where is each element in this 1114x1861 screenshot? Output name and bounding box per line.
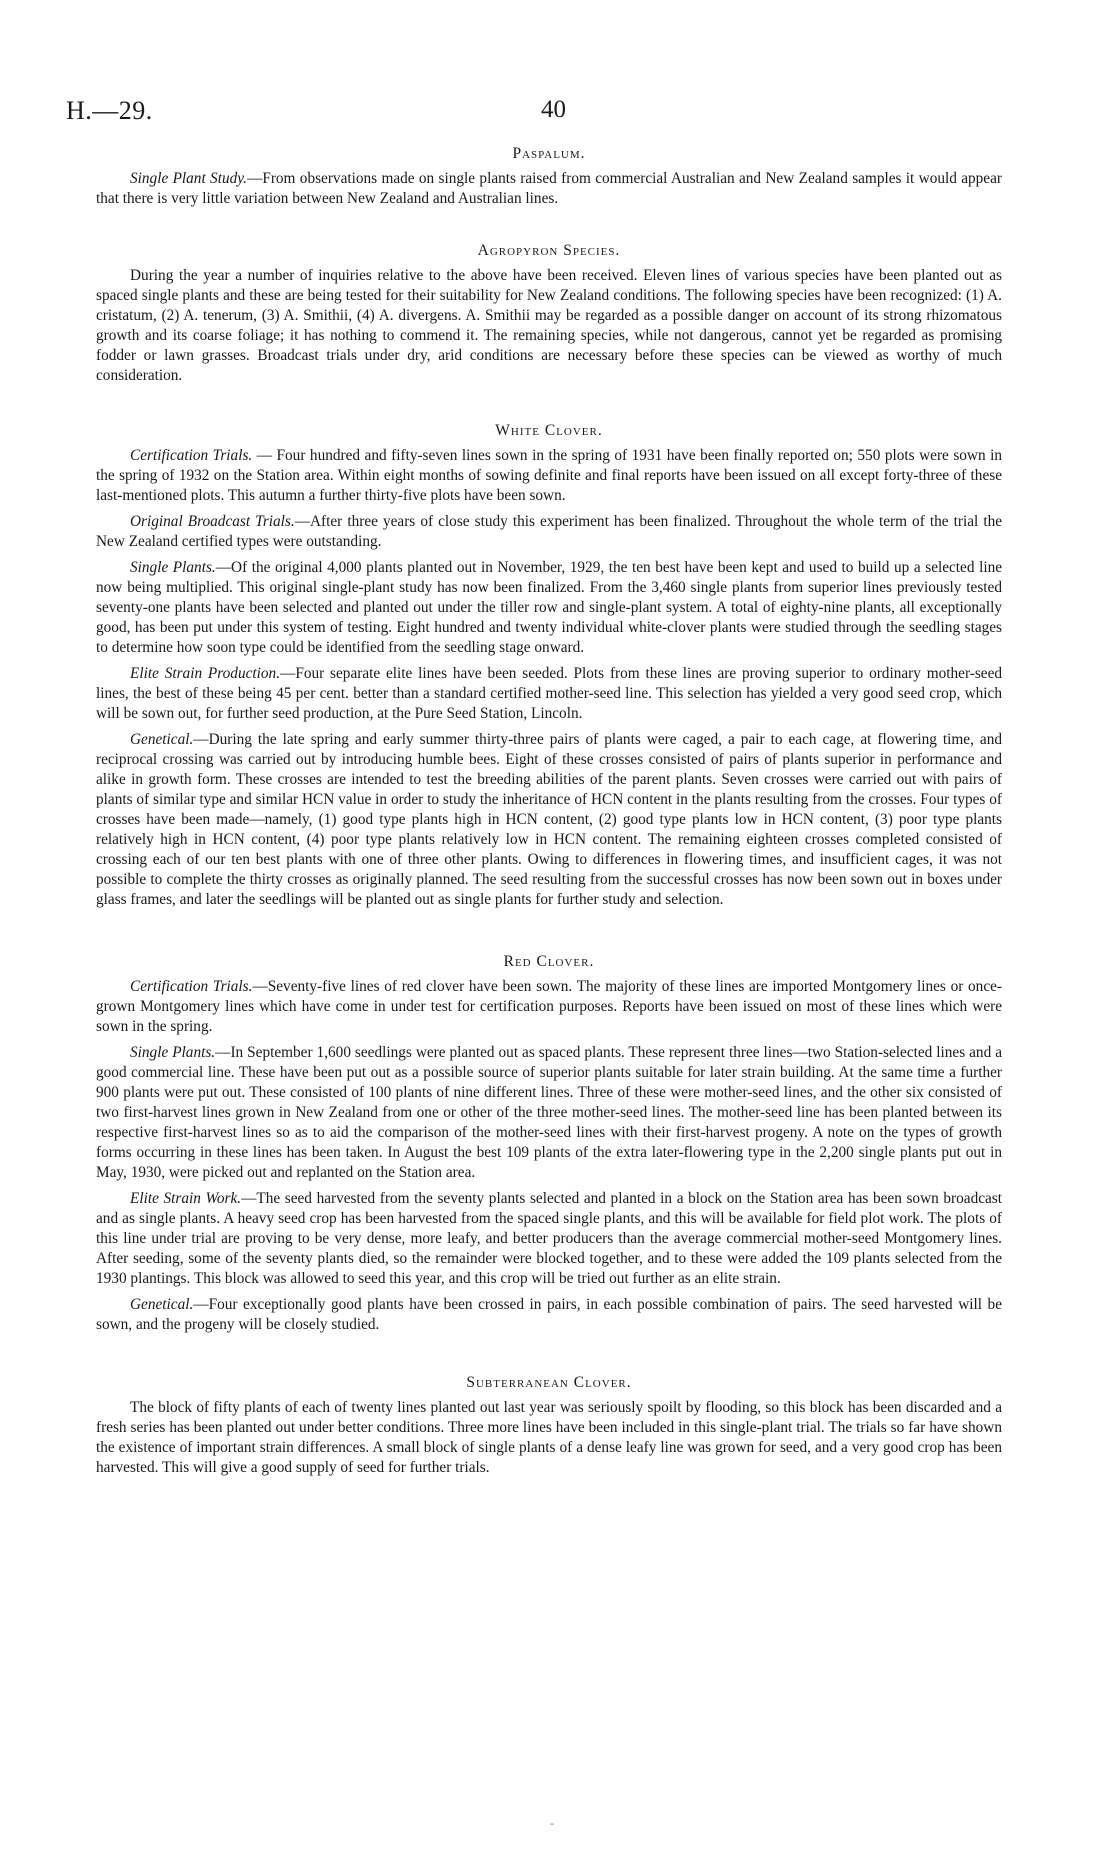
paragraph-lead: Single Plants. xyxy=(130,559,216,576)
spacer xyxy=(96,392,1002,422)
section-heading: Subterranean Clover. xyxy=(466,1374,632,1391)
spacer xyxy=(96,215,1002,242)
paragraph xyxy=(96,512,1002,552)
paragraph-body: — Four hundred and fifty-seven lines sown in the spring of 1931 have been finally reported on; 550 plots were sown in the spring of 1932 on the Station area. Within eight months of sowing definite and final reports have been issued on all except forty-three of these last-mentioned plots. This autumn a further thirty-five plots have been sown. xyxy=(96,447,1003,504)
paragraph-body: —During the late spring and early summer thirty-three pairs of plants were caged, a pair to each cage, at flowering time, and reciprocal crossing was carried out by introducing humble bees. Eight of these crosses consisted of pairs of plants superior in performance and alike in growth form. These crosses are intended to test the breeding abilities of the parent plants. Seven crosses were carried out with pairs of plants of similar type and similar HCN value in order to study the inheritance of HCN content in the plants resulting from the crosses. Four types of crosses have been made—namely, (1) good type plants high in HCN content, (2) good type plants low in HCN content, (3) poor type plants relatively high in HCN content, (4) poor type plants relatively low in HCN content. The remaining eighteen crosses completed consisted of crossing each of our ten best plants with one of three other plants. Owing to differences in flowering times, and insufficient cages, it was not possible to complete the thirty crosses as originally planned. The seed resulting from the successful crosses has now been sown out in boxes under glass frames, and later the seedlings will be planted out as single plants for further study and selection. xyxy=(96,731,1002,908)
paragraph xyxy=(96,1043,1002,1183)
paragraph-body: —In September 1,600 seedlings were planted out as spaced plants. These represent three lines—two Station-selected lines and a good commercial line. These have been put out as a possible source of superior plants suitable for later strain building. At the same time a further 900 plants were put out. These consisted of 100 plants of nine different lines. Three of these were mother-seed lines, and the other six consisted of two first-harvest lines grown in New Zealand from one or other of the three mother-seed lines. The mother-seed line has been planted between its respective first-harvest lines so as to aid the comparison of the mother-seed lines with their first-harvest progeny. A note on the types of growth forms occurring in these lines has been taken. In August the best 109 plants of the extra later-flowering type in the 2,200 single plants put out in May, 1930, were picked out and replanted on the Station area. xyxy=(96,1044,1002,1181)
section-red-clover xyxy=(96,953,1002,1335)
paragraph xyxy=(96,558,1002,658)
paragraph-lead: Elite Strain Work. xyxy=(130,1190,242,1207)
paragraph-body: —The seed harvested from the seventy plants selected and planted in a block on the Station area has been sown broadcast and as single plants. A heavy seed crop has been harvested from the spaced single plants, and this will be available for field plot work. The plots of this line under trial are proving to be very dense, more leafy, and better producers than the average commercial mother-seed Montgomery lines. After seeding, some of the seventy plants died, so the remainder were blocked together, and to these were added the 109 plants selected from the 1930 plantings. This block was allowed to seed this year, and this crop will be tried out further as an elite strain. xyxy=(96,1190,1002,1287)
paragraph-body: —Four exceptionally good plants have been crossed in pairs, in each possible combination of pairs. The seed harvested will be sown, and the progeny will be closely studied. xyxy=(96,1296,1002,1333)
paragraph-body: During the year a number of inquiries relative to the above have been received. Eleven lines of various species have been planted out as spaced single plants and these are being tested for their suitability for New Zealand conditions. The following species have been recognized: (1) A. cristatum, (2) A. tenerum, (3) A. Smithii, (4) A. divergens. A. Smithii may be regarded as a possible danger on account of its strong rhizomatous growth and its coarse foliage; it has nothing to commend it. The remaining species, while not dangerous, cannot yet be regarded as promising fodder or lawn grasses. Broadcast trials under dry, arid conditions are necessary before these species can be viewed as worthy of much consideration. xyxy=(96,267,1002,384)
paragraph xyxy=(96,446,1002,506)
paragraph-lead: Elite Strain Production. xyxy=(130,665,281,682)
section-heading: Paspalum. xyxy=(512,145,586,162)
paragraph-lead: Genetical. xyxy=(130,731,194,748)
paragraph-body: —Four separate elite lines have been seeded. Plots from these lines are proving superior to ordinary mother-seed lines, the best of these being 45 per cent. better than a standard certified mother-seed line. This selection has yielded a very good seed crop, which will be sown out, for further seed production, at the Pure Seed Station, Lincoln. xyxy=(96,665,1003,722)
paragraph-lead: Single Plants. xyxy=(130,1044,216,1061)
section-heading: Red Clover. xyxy=(503,953,595,970)
section-subterranean-clover xyxy=(96,1374,1002,1478)
paragraph xyxy=(96,266,1002,386)
paragraph xyxy=(96,1189,1002,1289)
document-reference: H.—29. xyxy=(66,96,153,125)
paragraph xyxy=(96,169,1002,209)
paragraph-lead: Certification Trials. xyxy=(130,447,253,464)
paragraph-body: —Seventy-five lines of red clover have been sown. The majority of these lines are imported Montgomery lines or once-grown Montgomery lines which have come in under test for certification purposes. Reports have been issued on most of these lines which were sown in the spring. xyxy=(96,978,1003,1035)
paragraph-body: The block of fifty plants of each of twenty lines planted out last year was seriously spoilt by flooding, so this block has been discarded and a fresh series has been planted out under better conditions. Three more lines have been included in this single-plant trial. The trials so far have shown the existence of important strain differences. A small block of single plants of a dense leafy line was grown for seed, and a very good crop has been harvested. This will give a good supply of seed for further trials. xyxy=(96,1399,1002,1476)
paragraph xyxy=(96,1398,1002,1478)
section-heading: Agropyron Species. xyxy=(477,242,621,259)
paragraph xyxy=(96,664,1002,724)
paragraph-body: —After three years of close study this experiment has been finalized. Throughout the whole term of the trial the New Zealand certified types were outstanding. xyxy=(96,513,1003,550)
paragraph xyxy=(96,730,1002,910)
section-paspalum xyxy=(96,145,1002,209)
section-heading: White Clover. xyxy=(495,422,603,439)
paragraph-lead: Original Broadcast Trials. xyxy=(130,513,295,530)
spacer xyxy=(96,1341,1002,1374)
section-agropyron-species xyxy=(96,242,1002,386)
spacer xyxy=(96,916,1002,953)
paragraph-lead: Genetical. xyxy=(130,1296,194,1313)
paragraph-lead: Certification Trials. xyxy=(130,978,253,995)
paragraph xyxy=(96,1295,1002,1335)
section-white-clover xyxy=(96,422,1002,910)
page-number: 40 xyxy=(541,96,566,123)
paragraph-body: —Of the original 4,000 plants planted out in November, 1929, the ten best have been kept and used to build up a selected line now being multiplied. This original single-plant study has now been finalized. From the 3,460 single plants from superior lines previously tested seventy-one plants have been selected and planted out under the tiller row and single-plant system. A total of eighty-nine plants, all exceptionally good, has been put under this system of testing. Eight hundred and twenty individual white-clover plants were studied through the seedling stages to determine how soon type could be identified from the seedling stage onward. xyxy=(96,559,1003,656)
page-mark: - xyxy=(550,1816,554,1830)
paragraph-lead: Single Plant Study. xyxy=(130,170,248,187)
paragraph-body: —From observations made on single plants raised from commercial Australian and New Zealand samples it would appear that there is very little variation between New Zealand and Australian lines. xyxy=(96,170,1002,207)
paragraph xyxy=(96,977,1002,1037)
text-column xyxy=(96,145,1002,1484)
